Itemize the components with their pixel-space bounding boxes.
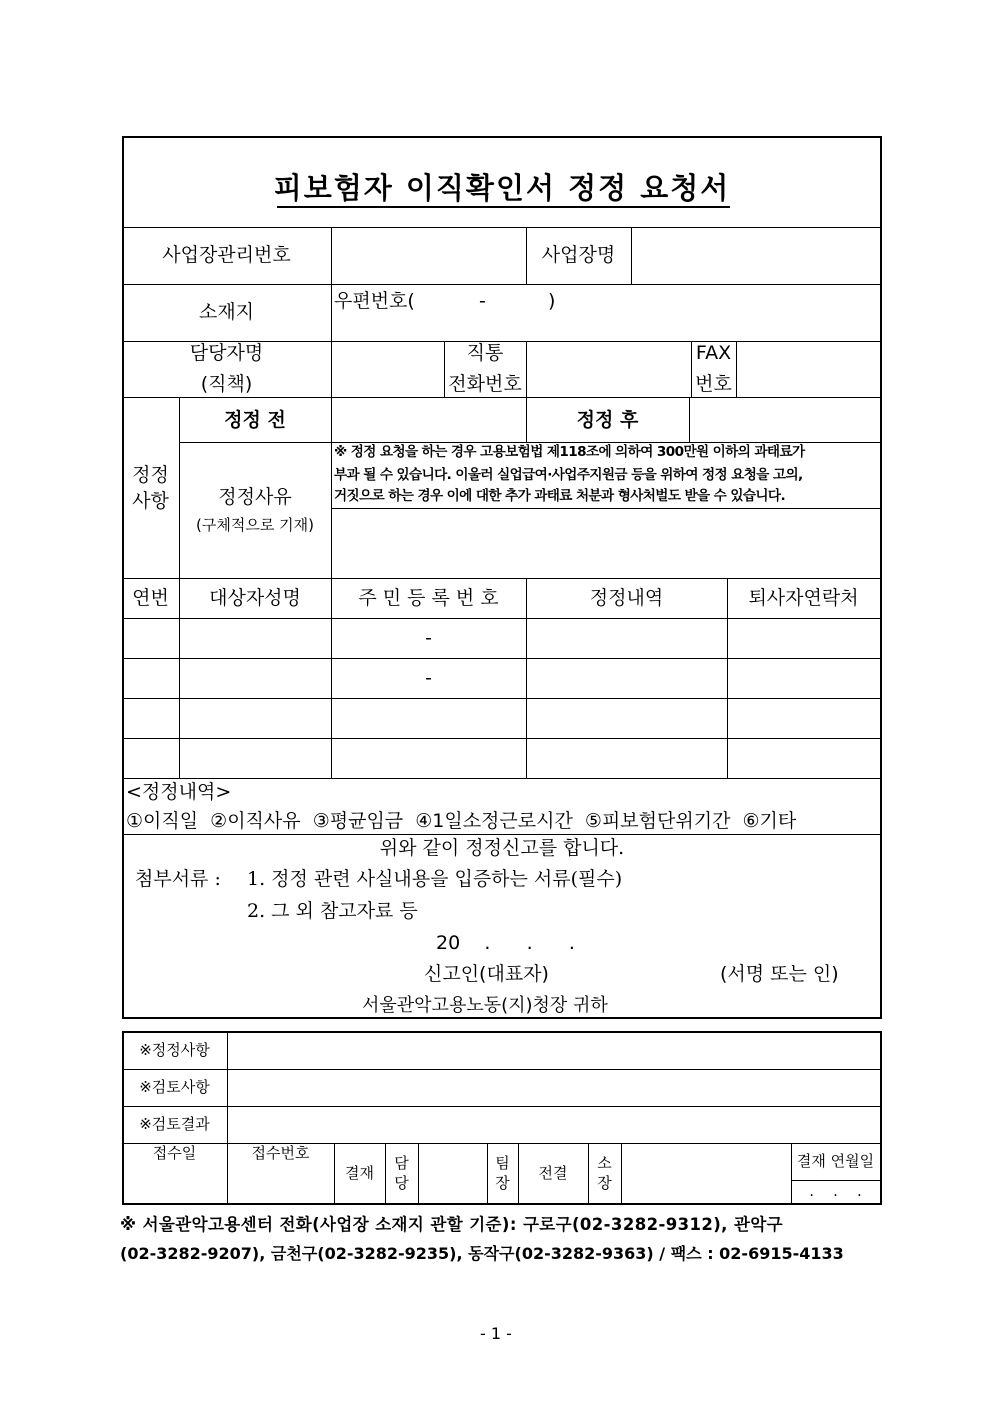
header-name: 대상자성명 [209, 587, 301, 609]
staff-label-2: 당 [394, 1174, 409, 1192]
row-1-resident-dash: - [425, 627, 432, 649]
office-row-review: ※검토사항 [139, 1078, 210, 1096]
contact-position-label: (직책) [200, 373, 253, 395]
page-title: 피보험자 이직확인서 정정 요청서 [273, 171, 731, 205]
correction-label-2: 사항 [132, 490, 169, 512]
reason-hint: (구체적으로 기재) [196, 516, 314, 534]
direct-phone-label: 직통 [466, 342, 504, 364]
office-correction-field[interactable] [228, 1033, 880, 1069]
attach-item-1: 1. 정정 관련 사실내용을 입증하는 서류(필수) [247, 868, 623, 890]
approval-date-label: 결재 연월일 [796, 1152, 875, 1170]
postal-code-close: ) [548, 290, 556, 312]
warning-line-2: 부과 될 수 있습니다. 이울러 실업급여·사업주지원금 등을 위하여 정정 요청을 고의, [334, 467, 803, 483]
fax-field[interactable] [737, 342, 880, 397]
legend-items: ①이직일 ②이직사유 ③평균임금 ④1일소정근로시간 ⑤피보험단위기간 ⑥기타 [126, 810, 797, 832]
footer-contact-line-1: ※ 서울관악고용센터 전화(사업장 소재지 관할 기준): 구로구(02-3282-9312), 관악구 [120, 1215, 783, 1234]
workplace-name-field[interactable] [632, 228, 880, 284]
before-field[interactable] [332, 398, 526, 442]
contact-name-field[interactable] [332, 342, 444, 397]
workplace-no-label: 사업장관리번호 [162, 244, 291, 266]
approval-label: 결재 [345, 1164, 374, 1182]
warning-line-3: 거짓으로 하는 경우 이에 대한 추가 과태료 처분과 형사처벌도 받을 수 있습니다. [334, 488, 786, 504]
delegated-label: 전결 [538, 1164, 568, 1182]
after-field[interactable] [690, 398, 880, 442]
title-underline [277, 206, 730, 208]
page-number: - 1 - [480, 1324, 512, 1343]
reporter-label: 신고인(대표자) [424, 963, 549, 985]
attach-item-2: 2. 그 외 참고자료 등 [247, 900, 418, 922]
before-label: 정정 전 [224, 409, 286, 431]
correction-label: 정정 [132, 464, 169, 486]
legend-title: <정정내역> [126, 781, 232, 803]
header-seq: 연번 [132, 587, 169, 609]
header-resident-no: 주 민 등 록 번 호 [358, 587, 499, 609]
sign-label: (서명 또는 인) [720, 963, 839, 985]
chief-label-2: 장 [597, 1174, 612, 1192]
office-review-field[interactable] [228, 1070, 880, 1106]
contact-name-label: 담당자명 [189, 342, 264, 364]
workplace-name-label: 사업장명 [541, 244, 616, 266]
row-2-resident-dash: - [425, 667, 432, 689]
after-label: 정정 후 [576, 409, 639, 431]
declaration-statement: 위와 같이 정정신고를 합니다. [379, 837, 625, 859]
postal-code-dash: - [479, 290, 486, 312]
approval-date-dots: . . . [809, 1182, 862, 1200]
staff-label-1: 담 [394, 1154, 409, 1172]
warning-line-1: ※ 정정 요청을 하는 경우 고용보험법 제118조에 의하여 300만원 이하의 과태료가 [334, 444, 805, 460]
office-result-field[interactable] [228, 1107, 880, 1143]
team-label-2: 장 [495, 1174, 510, 1192]
header-correction: 정정내역 [589, 587, 664, 609]
footer-contact-line-2: (02-3282-9207), 금천구(02-3282-9235), 동작구(02-3282-9363) / 팩스 : 02-6915-4133 [120, 1244, 844, 1263]
attach-label: 첨부서류 : [135, 868, 221, 890]
office-row-result: ※검토결과 [139, 1115, 210, 1133]
postal-code-hint: 우편번호( [334, 290, 415, 312]
team-label-1: 팀 [495, 1154, 510, 1172]
recipient: 서울관악고용노동(지)청장 귀하 [362, 995, 608, 1016]
fax-label: FAX [695, 342, 732, 364]
workplace-no-field[interactable] [332, 228, 526, 284]
row-2-cell[interactable] [180, 659, 331, 698]
reason-label: 정정사유 [218, 486, 292, 508]
table-row[interactable] [124, 739, 880, 778]
header-contact: 퇴사자연락처 [748, 587, 859, 609]
table-row[interactable] [124, 699, 880, 738]
row-1-cell[interactable] [180, 619, 331, 658]
office-row-correction: ※정정사항 [139, 1041, 210, 1059]
direct-phone-field[interactable] [527, 342, 691, 397]
direct-phone-label-2: 전화번호 [448, 373, 522, 395]
address-label: 소재지 [198, 301, 255, 323]
report-date: 20 . . . [436, 932, 575, 954]
reason-field[interactable] [332, 509, 880, 578]
receipt-no-label: 접수번호 [251, 1144, 310, 1162]
fax-label-2: 번호 [695, 373, 732, 395]
receipt-date-label: 접수일 [152, 1144, 197, 1162]
chief-label-1: 소 [597, 1154, 612, 1172]
